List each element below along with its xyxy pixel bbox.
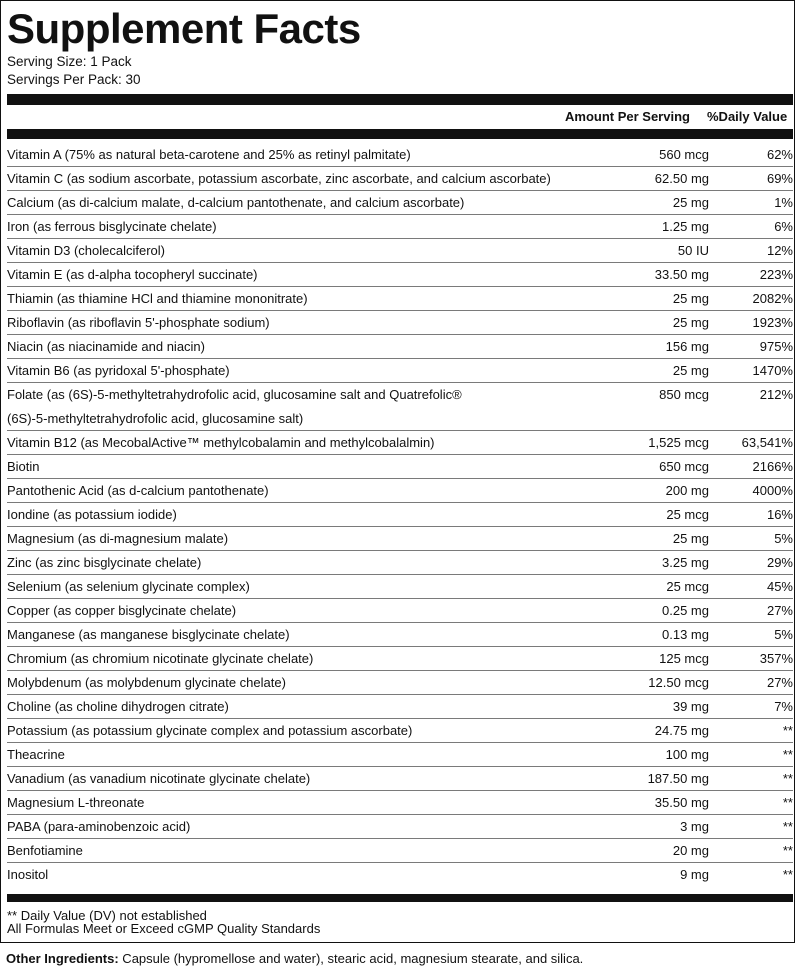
table-row xyxy=(7,239,793,263)
table-row xyxy=(7,335,793,359)
table-row xyxy=(7,599,793,623)
serving-size: Serving Size: 1 Pack xyxy=(7,54,132,69)
table-row xyxy=(7,263,793,287)
amount-per-serving: 0.25 mg xyxy=(662,603,709,618)
daily-value-percent: 27% xyxy=(766,675,793,690)
amount-per-serving: 650 mcg xyxy=(659,459,709,474)
nutrient-name-line: Zinc (as zinc bisglycinate chelate) xyxy=(7,555,202,570)
nutrient-name xyxy=(7,551,611,574)
nutrient-name xyxy=(7,215,611,238)
daily-value-percent: ** xyxy=(782,747,793,762)
nutrient-name xyxy=(7,311,611,334)
table-row xyxy=(7,311,793,335)
table-row xyxy=(7,167,793,191)
nutrient-name-line: Thiamin (as thiamine HCl and thiamine mononitrate) xyxy=(7,291,308,306)
table-row xyxy=(7,743,793,767)
table-row xyxy=(7,479,793,503)
daily-value-percent: 1470% xyxy=(752,363,793,378)
daily-value-percent: 6% xyxy=(774,219,793,234)
nutrient-table xyxy=(7,143,793,887)
daily-value-percent: 7% xyxy=(774,699,793,714)
daily-value-percent: 357% xyxy=(759,651,793,666)
table-row xyxy=(7,575,793,599)
table-row xyxy=(7,839,793,863)
cgmp-footnote: All Formulas Meet or Exceed cGMP Quality Standards xyxy=(7,921,321,936)
nutrient-name-line: Riboflavin (as riboflavin 5'-phosphate sodium) xyxy=(7,315,270,330)
table-row xyxy=(7,719,793,743)
daily-value-percent: ** xyxy=(782,723,793,738)
nutrient-name xyxy=(7,455,611,478)
amount-per-serving: 24.75 mg xyxy=(654,723,709,738)
nutrient-name-line: (6S)-5-methyltetrahydrofolic acid, glucosamine salt) xyxy=(7,411,304,426)
daily-value-percent: 212% xyxy=(759,387,793,402)
amount-per-serving: 20 mg xyxy=(672,843,709,858)
daily-value-percent: ** xyxy=(782,771,793,786)
nutrient-name xyxy=(7,839,611,862)
header-thick-divider xyxy=(7,129,793,139)
daily-value-percent: 4000% xyxy=(752,483,793,498)
other-ingredients-text: Capsule (hypromellose and water), stearic acid, magnesium stearate, and silica. xyxy=(118,951,584,966)
amount-per-serving: 1.25 mg xyxy=(662,219,709,234)
table-row xyxy=(7,503,793,527)
nutrient-name-line: Chromium (as chromium nicotinate glycinate chelate) xyxy=(7,651,314,666)
daily-value-percent: ** xyxy=(782,795,793,810)
daily-value-percent: ** xyxy=(782,819,793,834)
nutrient-name xyxy=(7,359,611,382)
nutrient-name xyxy=(7,695,611,718)
amount-per-serving: 187.50 mg xyxy=(647,771,709,786)
amount-per-serving: 0.13 mg xyxy=(662,627,709,642)
panel-title: Supplement Facts xyxy=(7,5,361,52)
nutrient-name xyxy=(7,743,611,766)
daily-value-percent: 223% xyxy=(759,267,793,282)
daily-value-percent: ** xyxy=(782,867,793,882)
nutrient-name-line: Choline (as choline dihydrogen citrate) xyxy=(7,699,229,714)
daily-value-percent: ** xyxy=(782,843,793,858)
nutrient-name xyxy=(7,263,611,286)
amount-per-serving: 156 mg xyxy=(665,339,709,354)
nutrient-name-line: Magnesium L-threonate xyxy=(7,795,145,810)
nutrient-name-line: Iondine (as potassium iodide) xyxy=(7,507,177,522)
amount-per-serving: 25 mg xyxy=(672,291,709,306)
table-row xyxy=(7,191,793,215)
nutrient-name-line: PABA (para-aminobenzoic acid) xyxy=(7,819,191,834)
nutrient-name xyxy=(7,623,611,646)
amount-per-serving: 25 mg xyxy=(672,531,709,546)
table-row xyxy=(7,623,793,647)
nutrient-name xyxy=(7,335,611,358)
nutrient-name-line: Vitamin D3 (cholecalciferol) xyxy=(7,243,165,258)
amount-per-serving: 125 mcg xyxy=(659,651,709,666)
other-ingredients-label: Other Ingredients: xyxy=(6,951,119,966)
amount-per-serving: 25 mg xyxy=(672,363,709,378)
daily-value-percent: 975% xyxy=(759,339,793,354)
nutrient-name xyxy=(7,239,611,262)
bottom-thick-divider xyxy=(7,894,793,902)
nutrient-name-line: Pantothenic Acid (as d-calcium pantothenate) xyxy=(7,483,269,498)
daily-value-percent: 27% xyxy=(766,603,793,618)
nutrient-name xyxy=(7,527,611,550)
nutrient-name-line: Vitamin C (as sodium ascorbate, potassium ascorbate, zinc ascorbate, and calcium ascorbate) xyxy=(7,171,551,186)
daily-value-percent: 2082% xyxy=(752,291,793,306)
daily-value-percent: 62% xyxy=(766,147,793,162)
nutrient-name-line: Theacrine xyxy=(7,747,65,762)
table-row xyxy=(7,287,793,311)
nutrient-name-line: Inositol xyxy=(7,867,49,882)
nutrient-name xyxy=(7,671,611,694)
nutrient-name-line: Iron (as ferrous bisglycinate chelate) xyxy=(7,219,217,234)
nutrient-name xyxy=(7,767,611,790)
nutrient-name xyxy=(7,599,611,622)
table-row xyxy=(7,431,793,455)
table-row xyxy=(7,671,793,695)
servings-per-pack: Servings Per Pack: 30 xyxy=(7,72,141,87)
amount-per-serving: 100 mg xyxy=(665,747,709,762)
daily-value-percent: 2166% xyxy=(752,459,793,474)
nutrient-name-line: Calcium (as di-calcium malate, d-calcium pantothenate, and calcium ascorbate) xyxy=(7,195,465,210)
nutrient-name xyxy=(7,383,611,430)
daily-value-percent: 1% xyxy=(774,195,793,210)
nutrient-name xyxy=(7,815,611,838)
daily-value-percent: 12% xyxy=(766,243,793,258)
nutrient-name xyxy=(7,863,611,887)
daily-value-percent: 69% xyxy=(766,171,793,186)
table-row xyxy=(7,455,793,479)
amount-per-serving: 25 mcg xyxy=(666,507,709,522)
nutrient-name-line: Folate (as (6S)-5-methyltetrahydrofolic acid, glucosamine salt and Quatrefolic® xyxy=(7,387,462,402)
nutrient-name-line: Vitamin B12 (as MecobalActive™ methylcobalamin and methylcobalalmin) xyxy=(7,435,435,450)
amount-per-serving: 33.50 mg xyxy=(654,267,709,282)
amount-per-serving: 9 mg xyxy=(680,867,709,882)
amount-per-serving: 25 mg xyxy=(672,195,709,210)
nutrient-name xyxy=(7,719,611,742)
nutrient-name-line: Selenium (as selenium glycinate complex) xyxy=(7,579,250,594)
nutrient-name xyxy=(7,191,611,214)
table-row xyxy=(7,767,793,791)
nutrient-name xyxy=(7,287,611,310)
amount-per-serving: 25 mcg xyxy=(666,579,709,594)
nutrient-name-line: Biotin xyxy=(7,459,40,474)
nutrient-name-line: Potassium (as potassium glycinate complex and potassium ascorbate) xyxy=(7,723,413,738)
amount-per-serving-header: Amount Per Serving xyxy=(565,109,690,124)
nutrient-name xyxy=(7,167,611,190)
nutrient-name xyxy=(7,503,611,526)
amount-per-serving: 35.50 mg xyxy=(654,795,709,810)
nutrient-name-line: Molybdenum (as molybdenum glycinate chelate) xyxy=(7,675,286,690)
nutrient-name xyxy=(7,143,611,166)
top-thick-divider xyxy=(7,94,793,105)
nutrient-name-line: Magnesium (as di-magnesium malate) xyxy=(7,531,229,546)
amount-per-serving: 3 mg xyxy=(680,819,709,834)
amount-per-serving: 62.50 mg xyxy=(654,171,709,186)
amount-per-serving: 12.50 mcg xyxy=(648,675,709,690)
other-ingredients xyxy=(6,951,583,967)
amount-per-serving: 560 mcg xyxy=(659,147,709,162)
table-row xyxy=(7,815,793,839)
table-row xyxy=(7,215,793,239)
daily-value-percent: 5% xyxy=(774,627,793,642)
nutrient-name xyxy=(7,479,611,502)
daily-value-percent: 16% xyxy=(766,507,793,522)
nutrient-name-line: Vitamin A (75% as natural beta-carotene and 25% as retinyl palmitate) xyxy=(7,147,411,162)
amount-per-serving: 25 mg xyxy=(672,315,709,330)
nutrient-name-line: Niacin (as niacinamide and niacin) xyxy=(7,339,205,354)
table-row xyxy=(7,791,793,815)
table-row xyxy=(7,359,793,383)
table-row xyxy=(7,863,793,887)
table-row xyxy=(7,527,793,551)
nutrient-name-line: Vitamin B6 (as pyridoxal 5'-phosphate) xyxy=(7,363,230,378)
daily-value-percent: 5% xyxy=(774,531,793,546)
dv-footnote: ** Daily Value (DV) not established xyxy=(7,908,207,923)
table-row xyxy=(7,143,793,167)
amount-per-serving: 1,525 mcg xyxy=(648,435,709,450)
amount-per-serving: 200 mg xyxy=(665,483,709,498)
daily-value-percent: 1923% xyxy=(752,315,793,330)
nutrient-name-line: Manganese (as manganese bisglycinate chelate) xyxy=(7,627,290,642)
table-row xyxy=(7,383,793,431)
daily-value-percent: 63,541% xyxy=(741,435,793,450)
nutrient-name xyxy=(7,647,611,670)
daily-value-header: %Daily Value xyxy=(707,109,788,124)
nutrient-name-line: Benfotiamine xyxy=(7,843,83,858)
amount-per-serving: 850 mcg xyxy=(659,387,709,402)
table-row xyxy=(7,647,793,671)
nutrient-name-line: Vanadium (as vanadium nicotinate glycinate chelate) xyxy=(7,771,311,786)
nutrient-name xyxy=(7,431,611,454)
nutrient-name-line: Vitamin E (as d-alpha tocopheryl succinate) xyxy=(7,267,258,282)
daily-value-percent: 45% xyxy=(766,579,793,594)
nutrient-name xyxy=(7,791,611,814)
table-row xyxy=(7,551,793,575)
table-row xyxy=(7,695,793,719)
daily-value-percent: 29% xyxy=(766,555,793,570)
amount-per-serving: 50 IU xyxy=(677,243,709,258)
amount-per-serving: 39 mg xyxy=(672,699,709,714)
nutrient-name xyxy=(7,575,611,598)
amount-per-serving: 3.25 mg xyxy=(662,555,709,570)
nutrient-name-line: Copper (as copper bisglycinate chelate) xyxy=(7,603,237,618)
